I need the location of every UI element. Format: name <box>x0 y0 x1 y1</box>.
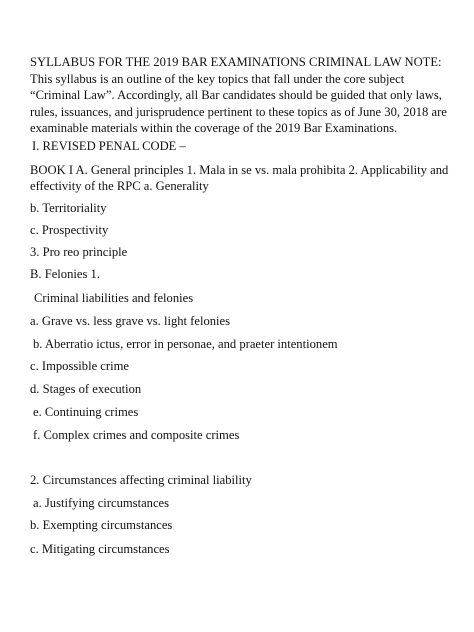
item-circumstances-heading: 2. Circumstances affecting criminal liability <box>30 473 252 487</box>
intro-line: SYLLABUS FOR THE 2019 BAR EXAMINATIONS CRIMINAL LAW NOTE: <box>30 55 442 69</box>
item-impossible-crime: c. Impossible crime <box>30 359 129 373</box>
item-complex-crimes: f. Complex crimes and composite crimes <box>33 428 240 442</box>
item-felonies: B. Felonies 1. <box>30 267 100 281</box>
intro-line: “Criminal Law”. Accordingly, all Bar candidates should be guided that only laws, <box>30 88 442 103</box>
item-territoriality: b. Territoriality <box>30 201 107 215</box>
book-one-line-1: BOOK I A. General principles 1. Mala in se vs. mala prohibita 2. Applicability and <box>30 163 449 177</box>
item-mitigating-circumstances: c. Mitigating circumstances <box>30 542 170 556</box>
item-stages-of-execution: d. Stages of execution <box>30 382 142 396</box>
item-criminal-liabilities: Criminal liabilities and felonies <box>34 291 194 305</box>
syllabus-intro-paragraph <box>30 54 450 137</box>
item-continuing-crimes: e. Continuing crimes <box>33 405 139 419</box>
item-aberratio-ictus: b. Aberratio ictus, error in personae, and praeter intentionem <box>33 337 338 351</box>
intro-line: examinable materials within the coverage of the 2019 Bar Examinations. <box>30 121 398 136</box>
item-pro-reo-principle: 3. Pro reo principle <box>30 245 128 259</box>
item-prospectivity: c. Prospectivity <box>30 223 109 237</box>
intro-line: rules, issuances, and jurisprudence pertinent to these topics as of June 30, 2018 are <box>30 104 447 119</box>
intro-line: This syllabus is an outline of the key topics that fall under the core subject <box>30 71 405 86</box>
item-grave-felonies: a. Grave vs. less grave vs. light felonies <box>30 314 231 328</box>
item-exempting-circumstances: b. Exempting circumstances <box>30 518 173 532</box>
item-justifying-circumstances: a. Justifying circumstances <box>33 496 170 510</box>
section-heading-revised-penal-code: I. REVISED PENAL CODE – <box>32 139 186 153</box>
book-one-line-2: effectivity of the RPC a. Generality <box>30 179 209 193</box>
